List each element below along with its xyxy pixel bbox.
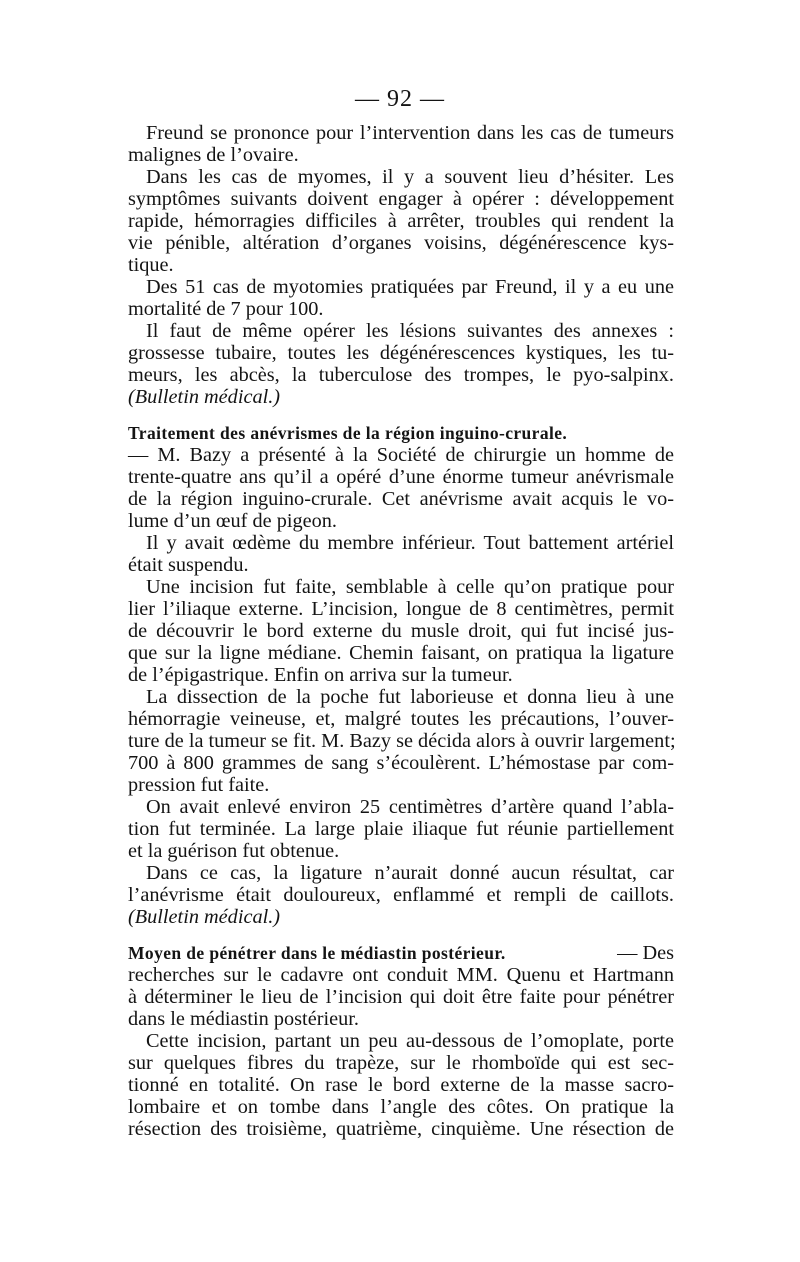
paragraph [128,686,674,796]
source-citation: (Bulletin médical.) [128,906,281,928]
text-line: Il y avait œdème du membre inférieur. Tout battement artériel [146,532,674,554]
paragraph [128,576,674,686]
text-line: grossesse tubaire, toutes les dégénérescences kystiques, les tu- [128,342,674,364]
paragraph [128,862,674,928]
text-line: 700 à 800 grammes de sang s’écoulèrent. L’hémostase par com- [128,752,674,774]
text-line: tion fut terminée. La large plaie iliaque fut réunie partiellement [128,818,674,840]
heading-line [128,942,674,964]
text-line: ture de la tumeur se fit. M. Bazy se décida alors à ouvrir largement; [128,730,676,752]
text-line: lombaire et on tombe dans l’angle des côtes. On pratique la [128,1096,674,1118]
text-line: et la guérison fut obtenue. [128,840,340,862]
text-line: pression fut faite. [128,774,270,796]
text-line: mortalité de 7 pour 100. [128,298,324,320]
page-number: — 92 — [355,86,445,112]
text-line: meurs, les abcès, la tuberculose des trompes, le pyo-salpinx. [128,364,674,386]
text-line: — M. Bazy a présenté à la Société de chirurgie un homme de [128,444,674,466]
text-line: l’anévrisme était douloureux, enflammé et rempli de caillots. [128,884,674,906]
text-line: On avait enlevé environ 25 centimètres d’artère quand l’abla- [146,796,674,818]
paragraph [128,166,674,276]
text-line: Dans ce cas, la ligature n’aurait donné aucun résultat, car [146,862,674,884]
section-heading: Moyen de pénétrer dans le médiastin postérieur. [128,943,506,963]
section-heading: Traitement des anévrismes de la région inguino-crurale. [128,423,568,443]
text-line: Il faut de même opérer les lésions suivantes des annexes : [146,320,674,342]
paragraph [128,1030,674,1140]
text-line: à déterminer le lieu de l’incision qui doit être faite pour pénétrer [128,986,674,1008]
text-line: résection des troisième, quatrième, cinquième. Une résection de [128,1118,674,1140]
text-line: Une incision fut faite, semblable à celle qu’on pratique pour [146,576,674,598]
paragraph [128,320,674,408]
text-line: tionné en totalité. On rase le bord externe de la masse sacro- [128,1074,674,1096]
heading-tail: — Des [612,942,674,964]
text-line: recherches sur le cadavre ont conduit MM. Quenu et Hartmann [128,964,674,986]
text-line: était suspendu. [128,554,249,576]
text-line: Dans les cas de myomes, il y a souvent lieu d’hésiter. Les [146,166,674,188]
text-line: sur quelques fibres du trapèze, sur le rhomboïde qui est sec- [128,1052,674,1074]
paragraph [128,796,674,862]
paragraph [128,122,674,166]
text-line: malignes de l’ovaire. [128,144,299,166]
section-aneurysm [128,422,674,532]
text-line: que sur la ligne médiane. Chemin faisant, on pratiqua la ligature [128,642,674,664]
text-line: de l’épigastrique. Enfin on arriva sur la tumeur. [128,664,513,686]
text-line: Freund se prononce pour l’intervention dans les cas de tumeurs [146,122,674,144]
source-citation: (Bulletin médical.) [128,386,281,408]
text-line: symptômes suivants doivent engager à opérer : développement [128,188,674,210]
text-line: tique. [128,254,174,276]
paragraph [128,532,674,576]
text-line: trente-quatre ans qu’il a opéré d’une énorme tumeur anévrismale [128,466,674,488]
section-mediastinum [128,942,674,1030]
text-line: lier l’iliaque externe. L’incision, longue de 8 centimètres, permit [128,598,674,620]
paragraph [128,276,674,320]
body-text [128,122,674,1140]
text-line: de découvrir le bord externe du musle droit, qui fut incisé jus- [128,620,674,642]
text-line: hémorragie veineuse, et, malgré toutes les précautions, l’ouver- [128,708,674,730]
text-line: de la région inguino-crurale. Cet anévrisme avait acquis le vo- [128,488,674,510]
text-line: lume d’un œuf de pigeon. [128,510,337,532]
text-line: Des 51 cas de myotomies pratiquées par Freund, il y a eu une [146,276,674,298]
text-line: vie pénible, altération d’organes voisins, dégénérescence kys- [128,232,674,254]
text-line: rapide, hémorragies difficiles à arrêter, troubles qui rendent la [128,210,674,232]
text-line: Cette incision, partant un peu au-dessous de l’omoplate, porte [146,1030,674,1052]
text-line: La dissection de la poche fut laborieuse et donna lieu à une [146,686,674,708]
text-line: dans le médiastin postérieur. [128,1008,359,1030]
